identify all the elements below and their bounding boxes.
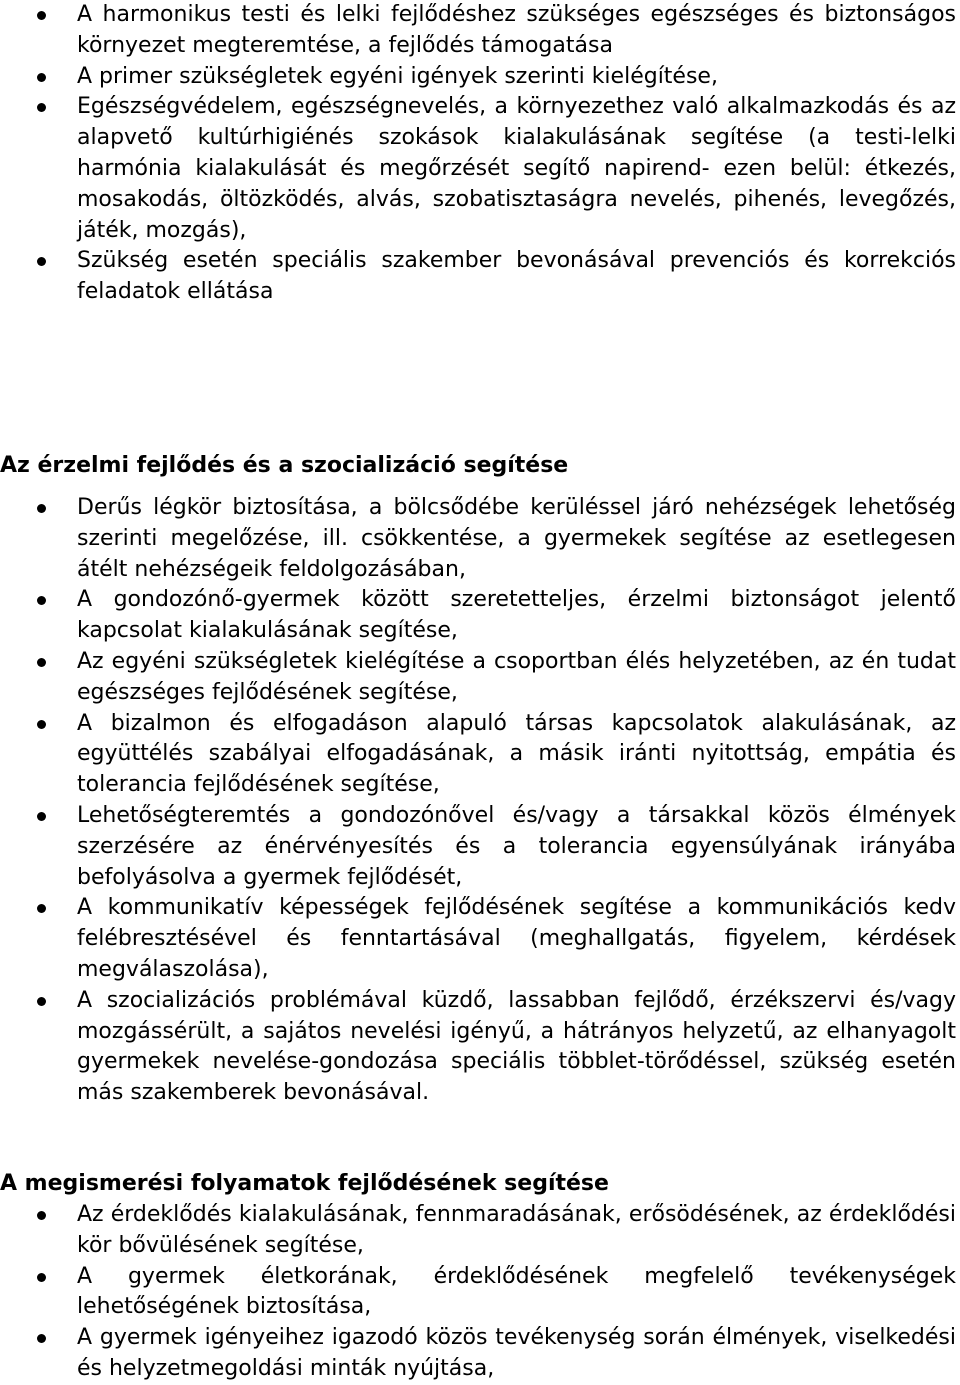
health-care-list — [0, 0, 960, 308]
list-item: A harmonikus testi és lelki fejlődéshez szükséges egészséges és biztonságos környezet megteremtése, a fejlődés támogatása — [0, 0, 960, 62]
list-item: A primer szükségletek egyéni igények szerinti kielégítése, — [0, 62, 960, 93]
cognition-list — [0, 1200, 960, 1385]
list-item: A szocializációs problémával küzdő, lassabban fejlődő, érzékszervi és/vagy mozgássérült, a sajátos nevelési igényű, a hátrányos helyzetű, az elhanyagolt gyermekek nevelése-gondozása speciális többlet-törődéssel, szükség esetén más szakemberek bevonásával. — [0, 986, 960, 1109]
list-item: Lehetőségteremtés a gondozónővel és/vagy a társakkal közös élmények szerzésére az énérvényesítés és a tolerancia egyensúlyának irányába befolyásolva a gyermek fejlődését, — [0, 801, 960, 893]
socialization-list — [0, 493, 960, 1109]
list-item: Az érdeklődés kialakulásának, fennmaradásának, erősödésének, az érdeklődési kör bővülésének segítése, — [0, 1200, 960, 1262]
list-item: A gyermek életkorának, érdeklődésének megfelelő tevékenységek lehetőségének biztosítása, — [0, 1262, 960, 1324]
list-item: Derűs légkör biztosítása, a bölcsődébe kerüléssel járó nehézségek lehetőség szerinti megelőzése, ill. csökkentése, a gyermekek segítése az esetlegesen átélt nehézségeik feldolgozásában, — [0, 493, 960, 585]
section-heading-socialization: Az érzelmi fejlődés és a szocializáció segítése — [0, 453, 569, 478]
section-heading-cognition: A megismerési folyamatok fejlődésének segítése — [0, 1171, 609, 1196]
list-item: A gondozónő-gyermek között szeretetteljes, érzelmi biztonságot jelentő kapcsolat kialakulásának segítése, — [0, 585, 960, 647]
list-item: Az egyéni szükségletek kielégítése a csoportban élés helyzetében, az én tudat egészséges fejlődésének segítése, — [0, 647, 960, 709]
list-item: A bizalmon és elfogadáson alapuló társas kapcsolatok alakulásának, az együttélés szabályai elfogadásának, a másik iránti nyitottság, empátia és tolerancia fejlődésének segítése, — [0, 709, 960, 801]
list-item: Egészségvédelem, egészségnevelés, a környezethez való alkalmazkodás és az alapvető kultúrhigiénés szokások kialakulásának segítése (a testi-lelki harmónia kialakulását és megőrzését segítő napirend- ezen belül: étkezés, mosakodás, öltözködés, alvás, szobatisztaságra nevelés, pihenés, levegőzés, játék, mozgás), — [0, 92, 960, 246]
list-item: Szükség esetén speciális szakember bevonásával prevenciós és korrekciós feladatok ellátása — [0, 246, 960, 308]
list-item: A kommunikatív képességek fejlődésének segítése a kommunikációs kedv felébresztésével és fenntartásával (meghallgatás, figyelem, kérdések megválaszolása), — [0, 893, 960, 985]
list-item: A gyermek igényeihez igazodó közös tevékenység során élmények, viselkedési és helyzetmegoldási minták nyújtása, — [0, 1323, 960, 1385]
